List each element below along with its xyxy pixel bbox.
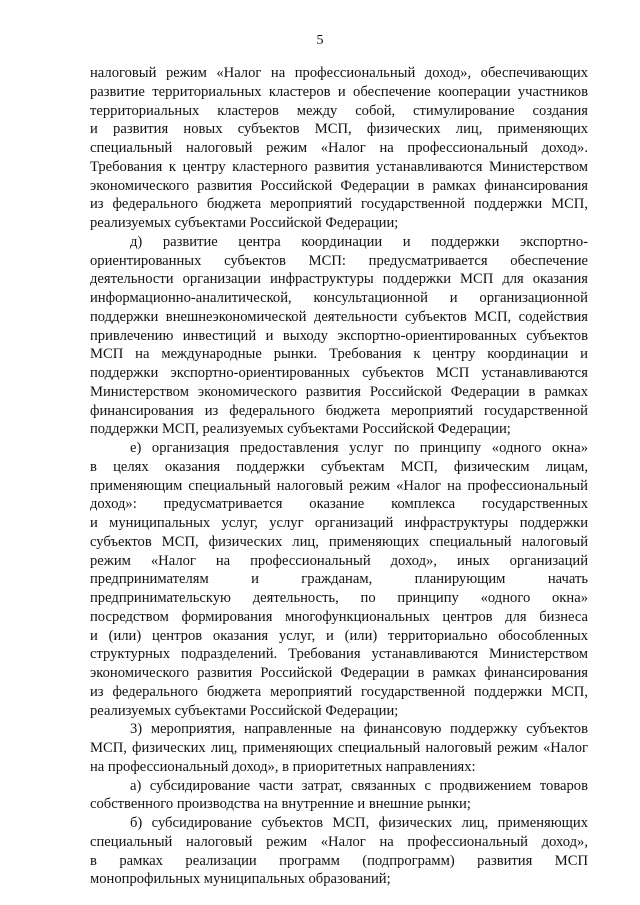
text-line: финансирования из федерального бюджета мероприятий государственной [90, 402, 588, 419]
text-line: экономического развития Российской Федерации в рамках финансирования [90, 177, 588, 194]
text-line: специальный налоговый режим «Налог на профессиональный доход». [90, 140, 588, 156]
text-line: привлечению инвестиций и выходу экспортно-ориентированных субъектов [90, 327, 588, 344]
text-line: предпринимательскую деятельность, по принципу «одного окна» [90, 590, 588, 606]
paragraph-end-line [90, 870, 588, 889]
text-line: предпринимателям и гражданам, планирующим начать [90, 571, 588, 588]
text-line: информационно-аналитической, консультационной и организационной [90, 290, 588, 306]
text-line: развитие территориальных кластеров и обеспечение кооперации участников [90, 83, 588, 100]
paragraph-item-d [90, 233, 588, 421]
text-line: б) субсидирование субъектов МСП, физических лиц, применяющих [130, 815, 588, 831]
text-line: из федерального бюджета мероприятий государственной поддержки МСП, [90, 683, 588, 700]
text-line: налоговый режим «Налог на профессиональный доход», обеспечивающих [90, 65, 588, 81]
text-line: а) субсидирование части затрат, связанных с продвижением товаров [130, 777, 588, 794]
text-line: субъектов МСП, физических лиц, применяющих специальный налоговый [90, 533, 588, 550]
text-line: 3) мероприятия, направленные на финансовую поддержку субъектов [130, 721, 588, 738]
text-line: собственного производства на внутренние и внешние рынки; [90, 796, 471, 813]
text-line: МСП на международные рынки. Требования к центру координации и [90, 346, 588, 363]
text-line: специальный налоговый режим «Налог на профессиональный доход», [90, 833, 588, 850]
text-line: Требования к центру кластерного развития устанавливаются Министерством [90, 158, 588, 175]
text-line: применяющим специальный налоговый режим «Налог на профессиональный [90, 477, 588, 494]
paragraph-item-3b [90, 814, 588, 870]
paragraph-end-line [90, 702, 588, 721]
text-line: поддержки внешнеэкономической деятельности субъектов МСП, содействия [90, 308, 588, 325]
paragraph-continuation-cluster-center [90, 64, 588, 214]
paragraph-item-3 [90, 720, 588, 758]
paragraph-item-e [90, 439, 588, 702]
text-line: в целях оказания поддержки субъектам МСП, физическим лицам, [90, 458, 588, 475]
text-line: посредством формирования многофункциональных центров для бизнеса [90, 608, 588, 625]
text-line: на профессиональный доход», в приоритетных направлениях: [90, 758, 476, 775]
text-line: Министерством экономического развития Российской Федерации в рамках [90, 383, 588, 400]
text-line: и развития новых субъектов МСП, физических лиц, применяющих [90, 121, 588, 138]
text-line: ориентированных субъектов МСП: предусматривается обеспечение [90, 252, 588, 269]
text-line: реализуемых субъектами Российской Федерации; [90, 215, 399, 231]
paragraph-end-line [90, 420, 588, 439]
text-line: и (или) центров оказания услуг, и (или) территориально обособленных [90, 627, 588, 644]
text-line: реализуемых субъектами Российской Федерации; [90, 702, 399, 719]
text-line: деятельности организации инфраструктуры поддержки МСП для оказания [90, 271, 588, 288]
paragraph-item-3a [90, 777, 588, 796]
text-line: доход»: предусматривается оказание комплекса государственных [90, 496, 588, 513]
body-text [90, 64, 588, 889]
text-line: в рамках реализации программ (подпрограмм) развития МСП [90, 852, 588, 869]
text-line: поддержки экспортно-ориентированных субъектов МСП устанавливаются [90, 365, 588, 381]
text-line: монопрофильных муниципальных образований; [90, 871, 391, 888]
text-line: д) развитие центра координации и поддержки экспортно- [130, 233, 588, 250]
text-line: из федерального бюджета мероприятий государственной поддержки МСП, [90, 196, 588, 213]
text-line: экономического развития Российской Федерации в рамках финансирования [90, 665, 588, 681]
text-line: МСП, физических лиц, применяющих специальный налоговый режим «Налог [90, 740, 588, 756]
text-line: структурных подразделений. Требования устанавливаются Министерством [90, 646, 588, 663]
paragraph-end-line [90, 795, 588, 814]
text-line: поддержки МСП, реализуемых субъектами Российской Федерации; [90, 421, 511, 438]
paragraph-end-line [90, 758, 588, 777]
text-line: е) организация предоставления услуг по принципу «одного окна» [130, 440, 588, 456]
text-line: и муниципальных услуг, услуг организаций инфраструктуры поддержки [90, 515, 588, 531]
text-line: территориальных кластеров между собой, стимулирование создания [90, 102, 588, 119]
paragraph-end-line [90, 214, 588, 233]
text-line: режим «Налог на профессиональный доход», иных организаций [90, 552, 588, 569]
page-number: 5 [316, 33, 324, 48]
